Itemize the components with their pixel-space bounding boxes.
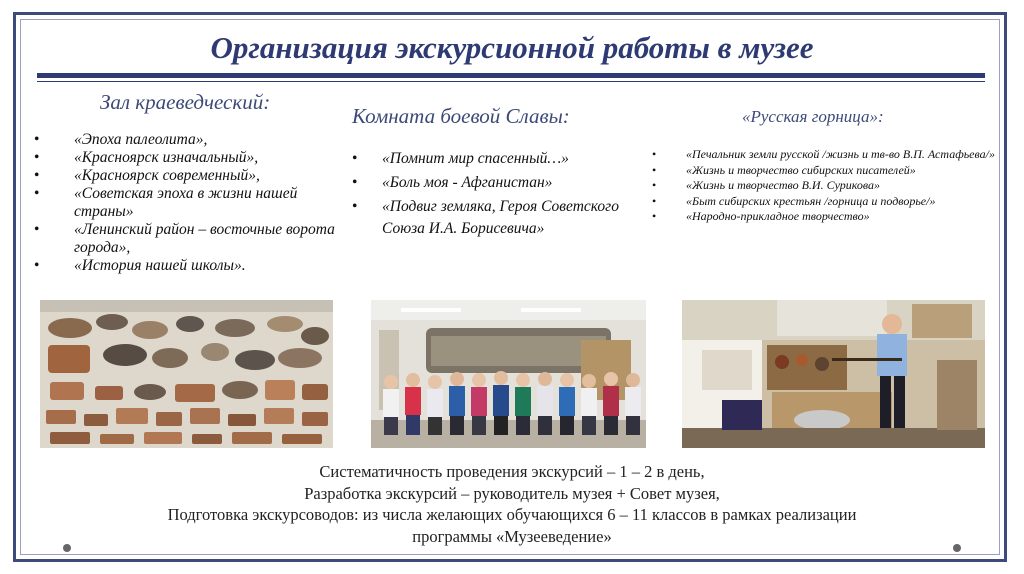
heading-military-glory-room: Комната боевой Славы:: [352, 104, 570, 128]
list-item: • «Подвиг земляка, Героя Советского Союза И.А. Борисевича»: [382, 196, 632, 240]
list-item: • «Печальник земли русской /жизнь и тв-во В.П. Астафьева/»: [686, 147, 1006, 163]
list-item: • «Красноярск современный»,: [74, 167, 344, 185]
list-item: • «Жизнь и творчество В.И. Сурикова»: [686, 178, 1006, 194]
slide-title: Организация экскурсионной работы в музее: [210, 30, 814, 65]
list-item: • «Помнит мир спасенный…»: [382, 148, 632, 170]
list-item: • «Быт сибирских крестьян /горница и подворье/»: [686, 194, 1006, 210]
local-history-list: [74, 131, 344, 275]
list-item: • «Жизнь и творчество сибирских писателей»: [686, 163, 1006, 179]
corner-dot-right: [953, 544, 961, 552]
russian-room-photo: [682, 300, 985, 448]
list-item: • «Эпоха палеолита»,: [74, 131, 344, 149]
summary-line: программы «Музееведение»: [412, 526, 612, 546]
heading-local-history-hall: Зал краеведческий:: [100, 90, 271, 114]
summary-line: Подготовка экскурсоводов: из числа желающих обучающихся 6 – 11 классов в рамках реализации: [167, 505, 857, 524]
list-item: • «Ленинский район – восточные ворота города»,: [74, 221, 344, 257]
corner-dot-left: [63, 544, 71, 552]
artifacts-photo: [40, 300, 333, 448]
title-underline-thin: [37, 81, 985, 82]
summary-text: [60, 461, 964, 547]
list-item: • «Народно-прикладное творчество»: [686, 209, 1006, 225]
summary-line: Разработка экскурсий – руководитель музея + Совет музея,: [304, 483, 720, 503]
summary-line: Систематичность проведения экскурсий – 1 – 2 в день,: [319, 462, 705, 481]
list-item: • «Советская эпоха в жизни нашей страны»: [74, 185, 344, 221]
list-item: • «Боль моя - Афганистан»: [382, 172, 632, 194]
list-item: • «История нашей школы».: [74, 257, 344, 275]
military-glory-list: [382, 148, 632, 242]
heading-russian-room: «Русская горница»:: [742, 107, 884, 126]
title-underline: [37, 73, 985, 78]
children-group-photo: [371, 300, 646, 448]
list-item: • «Красноярск изначальный»,: [74, 149, 344, 167]
russian-room-list: [686, 147, 1006, 225]
